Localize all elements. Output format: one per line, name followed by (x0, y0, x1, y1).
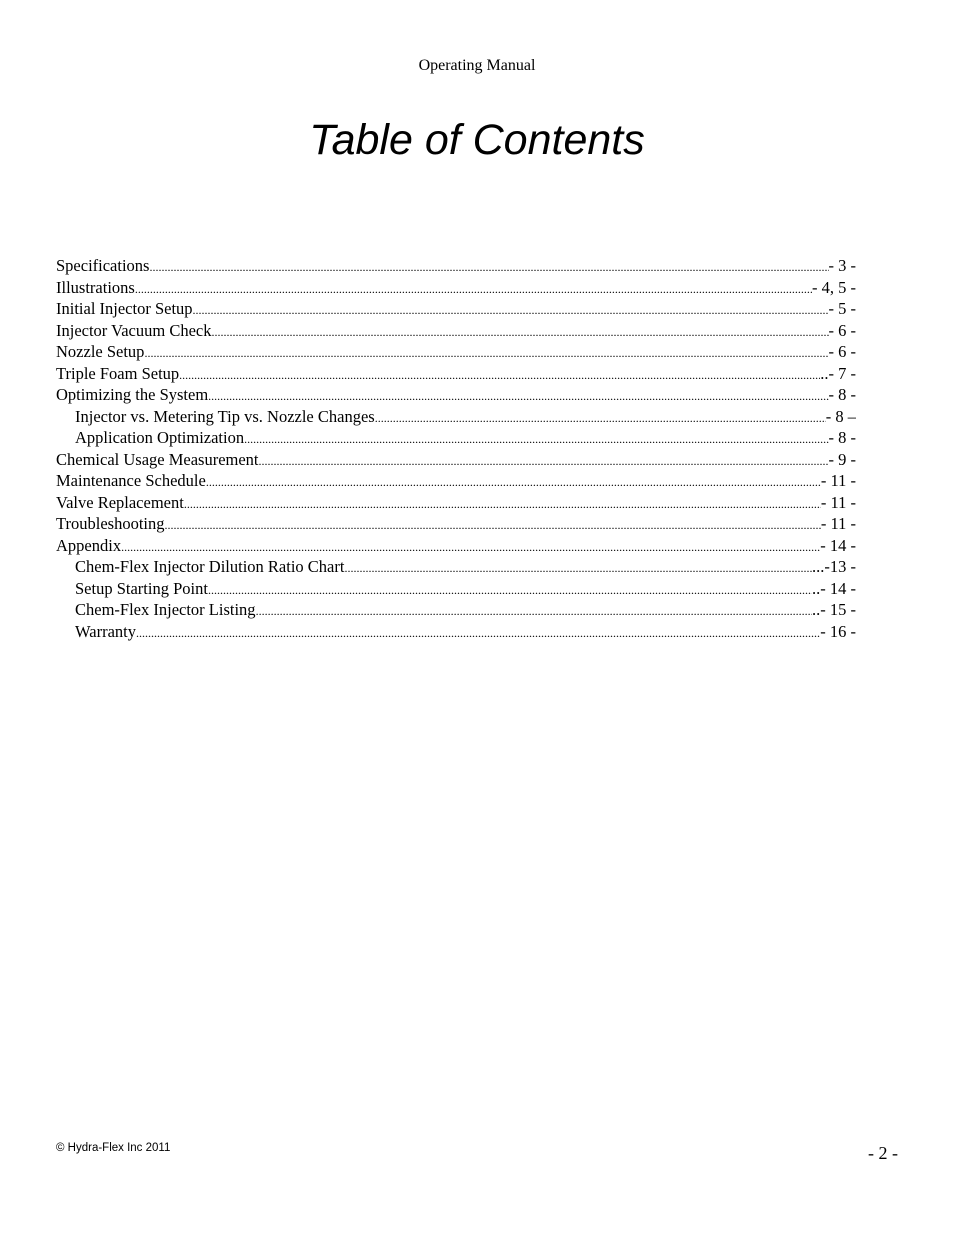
toc-entry-page: ...-13 - (812, 557, 856, 576)
dot-leader (121, 537, 820, 557)
toc-entry-label: Nozzle Setup (56, 342, 145, 361)
dot-leader (179, 365, 820, 385)
page-title: Table of Contents (309, 116, 645, 164)
toc-entry-page: - 6 - (828, 342, 856, 361)
toc-entry-specifications[interactable] (56, 255, 856, 277)
dot-leader (135, 279, 812, 299)
toc-entry-page: - 11 - (820, 514, 856, 533)
dot-leader (375, 408, 826, 428)
running-header: Operating Manual (418, 57, 536, 74)
toc-entry-label: Warranty (75, 621, 136, 641)
toc-entry-setup-starting-point[interactable] (56, 578, 856, 600)
toc-entry-label: Triple Foam Setup (56, 363, 180, 383)
dot-leader (256, 601, 812, 621)
dot-leader (244, 429, 828, 449)
toc-entry-label: Chemical Usage Measurement (56, 449, 259, 469)
toc-entry-page: - 5 - (828, 299, 856, 318)
dot-leader (344, 558, 812, 578)
toc-entry-label: Chem-Flex Injector Listing (75, 600, 256, 619)
toc-entry-optimizing-the-system[interactable] (56, 384, 856, 406)
toc-entry-page: - 9 - (828, 449, 856, 469)
toc-entry-label: Valve Replacement (56, 492, 184, 512)
toc-entry-warranty[interactable] (56, 621, 856, 643)
dot-leader (211, 322, 828, 342)
copyright-notice: © Hydra-Flex Inc 2011 (56, 1142, 171, 1154)
toc-entry-page: ..- 15 - (812, 600, 856, 619)
toc-entry-illustrations[interactable] (56, 277, 856, 299)
toc-entry-page: - 8 – (825, 406, 856, 426)
dot-leader (206, 472, 821, 492)
dot-leader (136, 623, 820, 643)
toc-entry-page: ..- 14 - (812, 578, 856, 598)
toc-entry-triple-foam-setup[interactable] (56, 363, 856, 385)
toc-entry-label: Injector Vacuum Check (56, 320, 212, 340)
toc-entry-page: - 11 - (820, 492, 856, 512)
dot-leader (144, 343, 828, 363)
toc-entry-label: Application Optimization (75, 428, 245, 447)
toc-entry-valve-replacement[interactable] (56, 492, 856, 514)
toc-entry-page: - 6 - (828, 320, 856, 340)
toc-entry-nozzle-setup[interactable] (56, 341, 856, 363)
toc-entry-label: Maintenance Schedule (56, 471, 206, 490)
toc-entry-label: Setup Starting Point (75, 578, 208, 598)
toc-entry-label: Troubleshooting (56, 514, 165, 533)
dot-leader (208, 580, 812, 600)
toc-entry-label: Initial Injector Setup (56, 299, 193, 318)
toc-entry-page: - 3 - (828, 256, 856, 275)
toc-entry-page: - 8 - (828, 428, 856, 447)
dot-leader (193, 300, 829, 320)
toc-entry-injector-vacuum-check[interactable] (56, 320, 856, 342)
dot-leader (149, 257, 828, 277)
toc-entry-page: - 8 - (828, 385, 856, 404)
toc-entry-label: Optimizing the System (56, 385, 209, 404)
table-of-contents (56, 255, 856, 642)
toc-entry-label: Chem-Flex Injector Dilution Ratio Chart (75, 557, 345, 576)
toc-entry-page: - 16 - (820, 621, 856, 641)
dot-leader (259, 451, 829, 471)
toc-entry-page: - 14 - (820, 535, 856, 555)
toc-entry-page: - 4, 5 - (812, 277, 856, 297)
dot-leader (165, 515, 821, 535)
dot-leader (184, 494, 821, 514)
toc-entry-label: Illustrations (56, 277, 135, 297)
toc-entry-appendix[interactable] (56, 535, 856, 557)
toc-entry-page: ..- 7 - (820, 363, 856, 383)
toc-entry-application-optimization[interactable] (56, 427, 856, 449)
toc-entry-label: Specifications (56, 256, 150, 275)
toc-entry-troubleshooting[interactable] (56, 513, 856, 535)
toc-entry-page: - 11 - (820, 471, 856, 490)
toc-entry-dilution-ratio-chart[interactable] (56, 556, 856, 578)
toc-entry-injector-listing[interactable] (56, 599, 856, 621)
toc-entry-chemical-usage-measurement[interactable] (56, 449, 856, 471)
toc-entry-initial-injector-setup[interactable] (56, 298, 856, 320)
toc-entry-maintenance-schedule[interactable] (56, 470, 856, 492)
toc-entry-label: Injector vs. Metering Tip vs. Nozzle Changes (75, 406, 375, 426)
dot-leader (208, 386, 828, 406)
page-number: - 2 - (868, 1143, 898, 1163)
toc-entry-injector-vs-metering-tip[interactable] (56, 406, 856, 428)
toc-entry-label: Appendix (56, 535, 122, 555)
